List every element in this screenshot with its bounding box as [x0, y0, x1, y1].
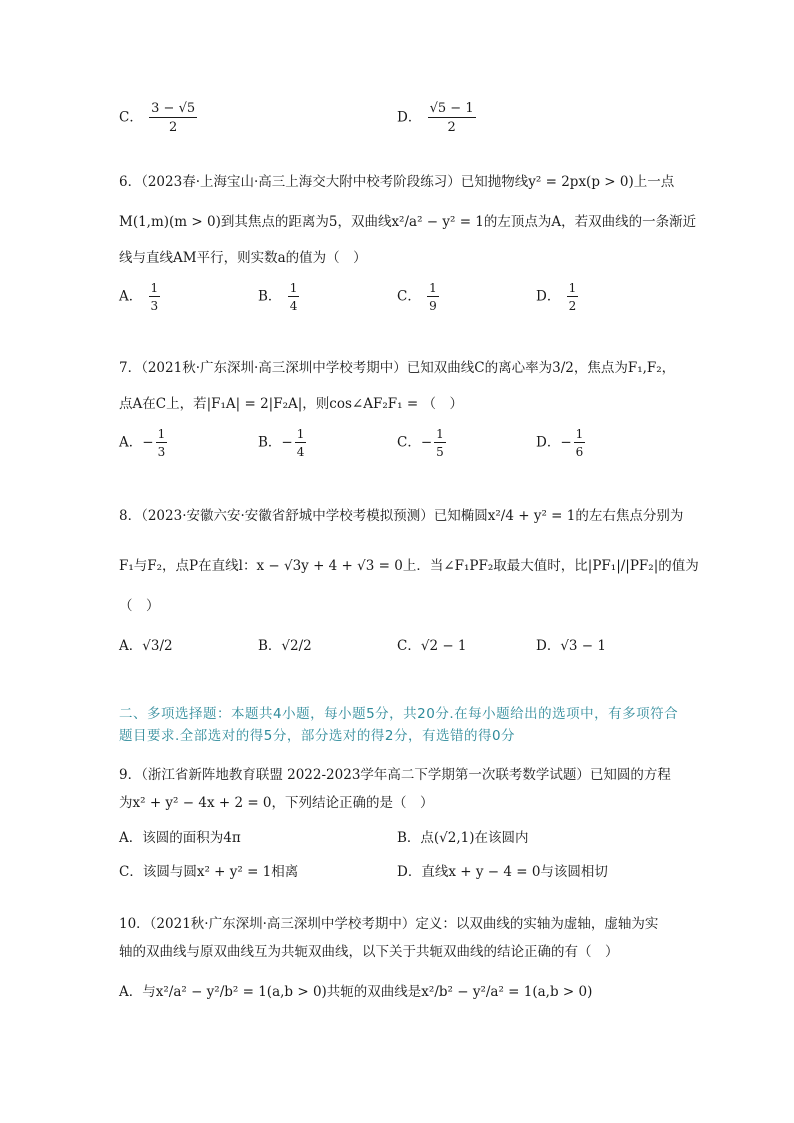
q6-option-c[interactable]: C． $\frac{1}{9}$	[397, 281, 437, 313]
q5-option-c[interactable]	[119, 102, 199, 134]
q8-stem-line1: 8．（2023·安徽六安·安徽省舒城中学校考模拟预测）已知椭圆x²/4 + y² = 1的左右焦点分别为	[119, 508, 684, 524]
q9-stem-line1: 9．（浙江省新阵地教育联盟 2022-2023学年高二下学期第一次联考数学试题）已知圆的方程	[119, 767, 671, 783]
q8-stem-line3: （ ）	[119, 598, 160, 614]
q9-option-a[interactable]: A．该圆的面积为4π	[119, 830, 241, 846]
q6-stem-line3: 线与直线AM平行，则实数a的值为（ ）	[119, 250, 367, 266]
q8-option-b[interactable]: B．√2/2	[258, 638, 312, 654]
q6-option-d[interactable]: D． $\frac{1}{2}$	[536, 281, 577, 313]
fraction: $\frac{√5 - 1}{2}$	[429, 101, 474, 135]
q9-option-c[interactable]: C．该圆与圆x² + y² = 1相离	[119, 864, 299, 880]
q7-stem-line1: 7．（2021秋·广东深圳·高三深圳中学校考期中）已知双曲线C的离心率为3/2，焦点为F₁,F₂，	[119, 360, 676, 376]
q5-option-d[interactable]	[397, 102, 478, 134]
q7-option-c[interactable]: C．− $\frac{1}{5}$	[397, 427, 444, 459]
option-label: D．	[397, 109, 422, 126]
q7-option-b[interactable]: B．− $\frac{1}{4}$	[258, 427, 305, 459]
q6-stem-line1: 6．（2023春·上海宝山·高三上海交大附中校考阶段练习）已知抛物线y² = 2px(p > 0)上一点	[119, 174, 675, 190]
q7-stem-line2: 点A在C上，若|F₁A| = 2|F₂A|，则cos∠AF₂F₁ = （ ）	[119, 396, 463, 412]
q10-option-a[interactable]: A．与x²/a² − y²/b² = 1(a,b > 0)共轭的双曲线是x²/b² − y²/a² = 1(a,b > 0)	[119, 984, 593, 1000]
q6-stem-line2: M(1,m)(m > 0)到其焦点的距离为5，双曲线x²/a² − y² = 1的左顶点为A，若双曲线的一条渐近	[119, 214, 697, 230]
q7-option-d[interactable]: D．− $\frac{1}{6}$	[536, 427, 584, 459]
q8-stem-line2: F₁与F₂，点P在直线l：x − √3y + 4 + √3 = 0上．当∠F₁PF₂取最大值时，比|PF₁|/|PF₂|的值为	[119, 558, 699, 574]
q9-stem-line2: 为x² + y² − 4x + 2 = 0，下列结论正确的是（ ）	[119, 795, 434, 811]
fraction: $\frac{3 - √5}{2}$	[151, 101, 196, 135]
option-label: C．	[119, 109, 143, 126]
q9-option-b[interactable]: B．点(√2,1)在该圆内	[397, 830, 529, 846]
q6-option-b[interactable]: B． $\frac{1}{4}$	[258, 281, 298, 313]
q8-option-c[interactable]: C．√2 − 1	[397, 638, 467, 654]
q8-option-a[interactable]: A．√3/2	[119, 638, 173, 654]
section-heading: 二、多项选择题：本题共4小题，每小题5分，共20分.在每小题给出的选项中，有多项符合题目要求.全部选对的得5分，部分选对的得2分，有选错的得0分	[119, 706, 679, 744]
q7-option-a[interactable]: A．− $\frac{1}{3}$	[119, 427, 166, 459]
q10-stem-line2: 轴的双曲线与原双曲线互为共轭双曲线，以下关于共轭双曲线的结论正确的有（ ）	[119, 944, 619, 960]
q8-option-d[interactable]: D．√3 − 1	[536, 638, 607, 654]
q10-stem-line1: 10．（2021秋·广东深圳·高三深圳中学校考期中）定义：以双曲线的实轴为虚轴，虚轴为实	[119, 916, 659, 932]
q9-option-d[interactable]: D．直线x + y − 4 = 0与该圆相切	[397, 864, 608, 880]
q6-option-a[interactable]: A． $\frac{1}{3}$	[119, 281, 159, 313]
